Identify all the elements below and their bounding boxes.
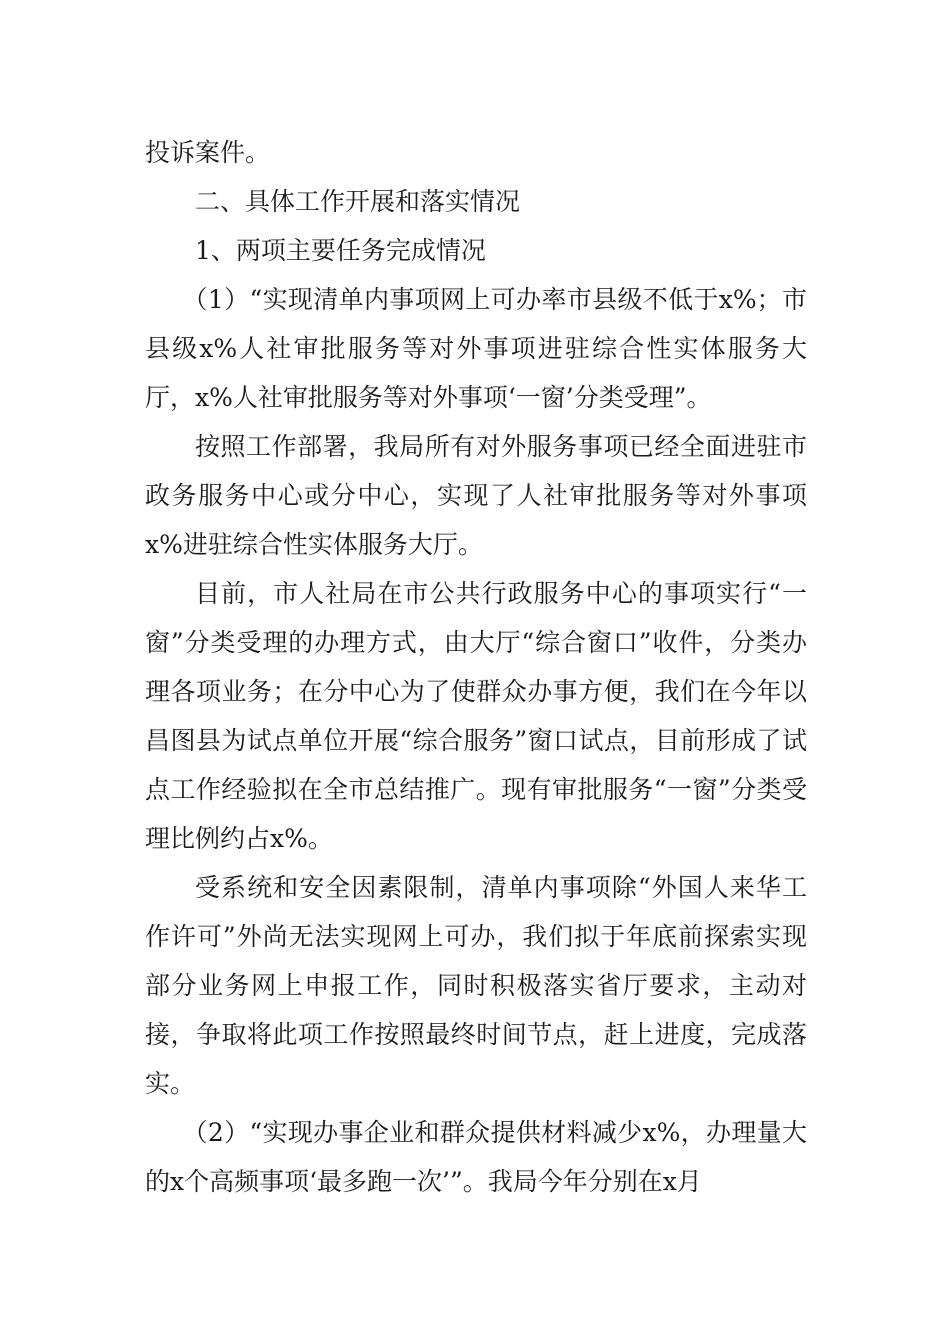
paragraph-continuation: 投诉案件。 (145, 138, 271, 167)
paragraph-task-2: （2）“实现办事企业和群众提供材料减少x%，办理量大的x个高频事项‘最多跑一次’”。我局今年分别在x月 (145, 1118, 807, 1196)
document-body (145, 128, 807, 1206)
paragraph-deployment: 按照工作部署，我局所有对外服务事项已经全面进驻市政务服务中心或分中心，实现了人社审批服务等对外事项x%进驻综合性实体服务大厅。 (145, 432, 807, 559)
paragraph-limitations: 受系统和安全因素限制，清单内事项除“外国人来华工作许可”外尚无法实现网上可办，我们拟于年底前探索实现部分业务网上申报工作，同时积极落实省厅要求，主动对接，争取将此项工作按照最终时间节点，赶上进度，完成落实。 (145, 873, 807, 1098)
section-heading: 二、具体工作开展和落实情况 (195, 187, 521, 216)
paragraph-task-1: （1）“实现清单内事项网上可办率市县级不低于x%；市县级x%人社审批服务等对外事项进驻综合性实体服务大厅，x%人社审批服务等对外事项‘一窗’分类受理”。 (145, 285, 807, 412)
paragraph-current-status: 目前，市人社局在市公共行政服务中心的事项实行“一窗”分类受理的办理方式，由大厅“综合窗口”收件，分类办理各项业务；在分中心为了使群众办事方便，我们在今年以昌图县为试点单位开展“综合服务”窗口试点，目前形成了试点工作经验拟在全市总结推广。现有审批服务“一窗”分类受理比例约占x%。 (145, 579, 807, 853)
subsection-heading: 1、两项主要任务完成情况 (195, 236, 486, 265)
